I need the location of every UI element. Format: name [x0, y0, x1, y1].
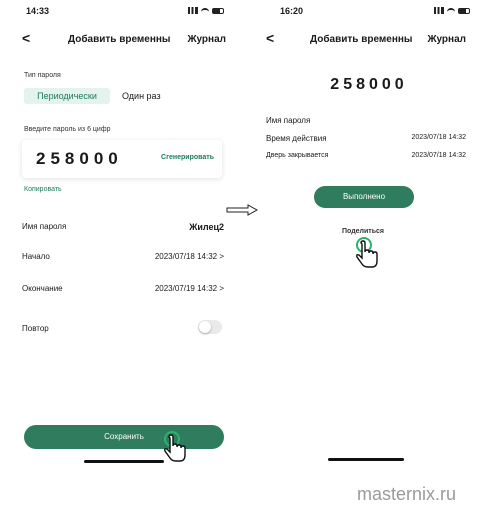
- generate-button[interactable]: Сгенерировать: [161, 154, 214, 161]
- toggle-knob: [199, 321, 211, 333]
- row-end[interactable]: [22, 280, 224, 300]
- battery-icon: [458, 8, 470, 14]
- row-label: Время действия: [266, 134, 327, 143]
- status-time: 14:33: [26, 6, 50, 16]
- row-door-close: [266, 148, 466, 168]
- repeat-toggle[interactable]: [198, 320, 222, 334]
- row-value: Жилец2: [189, 222, 224, 232]
- save-button[interactable]: Сохранить: [24, 425, 224, 449]
- row-label: Имя пароля: [266, 116, 311, 125]
- page-title: Добавить временны: [68, 34, 171, 45]
- row-value: 2023/07/18 14:32: [411, 134, 466, 141]
- arrow-right-icon: [226, 204, 258, 216]
- header: [258, 32, 480, 50]
- row-label: Дверь закрывается: [266, 152, 329, 159]
- code-display: 258000: [330, 76, 408, 93]
- row-validity: [266, 130, 466, 150]
- back-chevron-icon[interactable]: <: [266, 30, 275, 46]
- status-time: 16:20: [280, 6, 304, 16]
- tap-hand-icon: [354, 236, 380, 272]
- row-label: Имя пароля: [22, 222, 67, 231]
- mode-periodic-tab[interactable]: Периодически: [24, 88, 110, 104]
- status-icons: [434, 7, 470, 14]
- home-indicator: [84, 460, 164, 463]
- row-name: [266, 112, 466, 132]
- journal-link[interactable]: Журнал: [187, 34, 226, 45]
- row-label: Повтор: [22, 324, 49, 333]
- status-icons: [188, 7, 224, 14]
- wifi-icon: [447, 8, 455, 14]
- page-title: Добавить временны: [310, 34, 413, 45]
- row-value: 2023/07/18 14:32 >: [154, 252, 224, 261]
- back-chevron-icon[interactable]: <: [22, 30, 31, 46]
- row-repeat: [22, 320, 224, 340]
- row-label: Начало: [22, 252, 50, 261]
- status-bar: [258, 6, 480, 20]
- code-value: 258000: [36, 149, 123, 168]
- done-button[interactable]: Выполнено: [314, 186, 414, 208]
- header: [4, 32, 234, 50]
- row-start[interactable]: [22, 248, 224, 268]
- journal-link[interactable]: Журнал: [427, 34, 466, 45]
- row-value: 2023/07/18 14:32: [411, 152, 466, 159]
- copy-link[interactable]: Копировать: [24, 186, 62, 193]
- code-input[interactable]: [22, 140, 222, 178]
- row-label: Окончание: [22, 284, 63, 293]
- enter-code-label: Введите пароль из 6 цифр: [24, 126, 111, 133]
- watermark: masternix.ru: [356, 484, 456, 504]
- status-bar: [4, 6, 234, 20]
- row-name[interactable]: [22, 218, 224, 238]
- tap-hand-icon: [162, 430, 188, 466]
- wifi-icon: [201, 8, 209, 14]
- mode-once-tab[interactable]: Один раз: [122, 91, 161, 101]
- right-screen: [258, 0, 480, 480]
- password-type-label: Тип пароля: [24, 72, 61, 79]
- share-button[interactable]: Поделиться: [342, 228, 385, 235]
- home-indicator: [328, 458, 404, 461]
- row-value: 2023/07/19 14:32 >: [154, 284, 224, 293]
- left-screen: [4, 0, 234, 480]
- battery-icon: [212, 8, 224, 14]
- signal-icon: [188, 7, 198, 14]
- signal-icon: [434, 7, 444, 14]
